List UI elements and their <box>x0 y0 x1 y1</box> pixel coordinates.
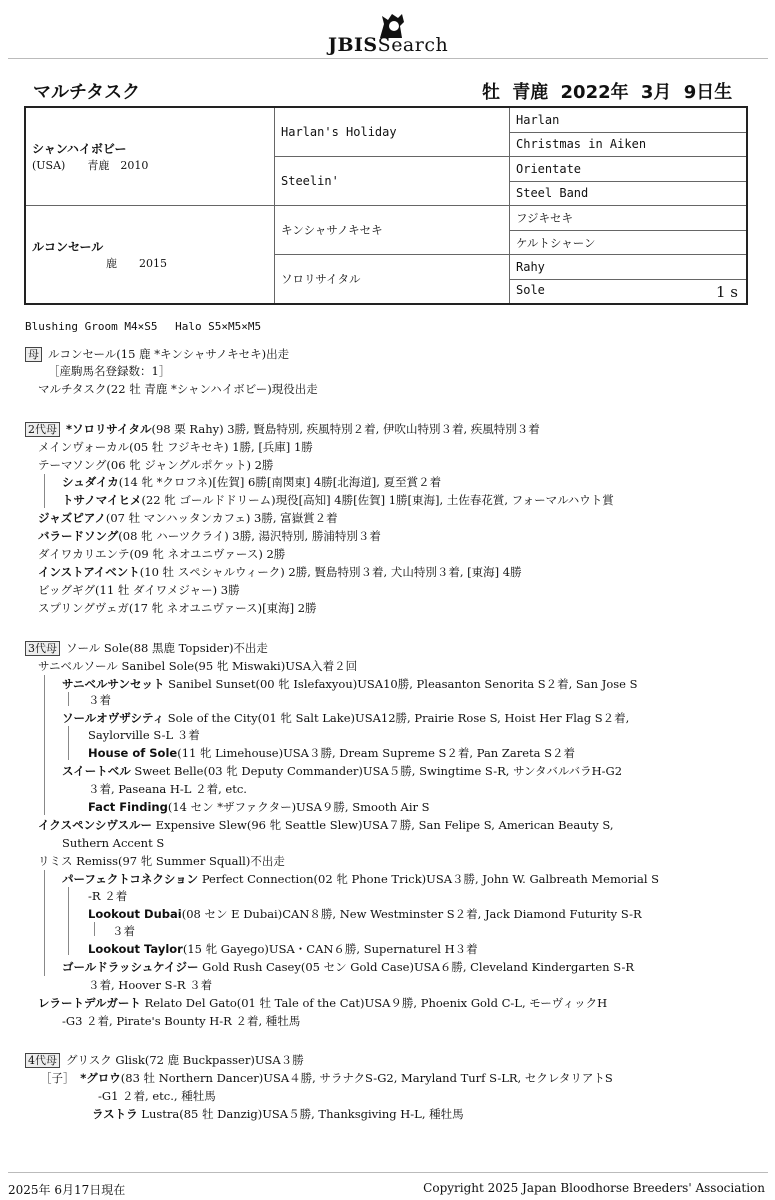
inbreeding-line: Blushing Groom M4×S5 Halo S5×M5×M5 <box>25 320 262 333</box>
gen4-tag: 4代母 <box>25 1053 60 1068</box>
gen3-gc-j[interactable]: ゴールドラッシュケイジー Gold Rush Casey(05 セン Gold Case)USA６勝, Cleveland Kindergarten S-R <box>62 960 635 974</box>
tree-line <box>68 887 69 955</box>
footer-date: 2025年 6月17日現在 <box>8 1183 126 1197</box>
gen4-head: 4代母 グリスク Glisk(72 鹿 Buckpasser)USA３勝 <box>25 1052 304 1068</box>
dam-detail: 鹿 2015 <box>106 256 167 270</box>
gen3-child-k-cont: -G3 ２着, Pirate's Bounty H-R ２着, 種牡馬 <box>62 1014 301 1028</box>
tree-line <box>68 726 69 760</box>
ddd: Sole <box>516 282 545 297</box>
sire-detail: (USA) 青鹿 2010 <box>32 158 149 172</box>
gen3-ggc-h-cont: ３着 <box>112 924 135 938</box>
gen3-child-f[interactable]: イクスペンシヴスルー Expensive Slew(96 牝 Seattle Slew)USA７勝, San Felipe S, American Beauty S, <box>38 818 614 832</box>
tree-line <box>44 870 45 976</box>
gen3-child-f-cont: Suthern Accent S <box>62 836 165 850</box>
gen3-head: 3代母 ソール Sole(88 黒鹿 Topsider)不出走 <box>25 640 268 656</box>
dam-dam[interactable]: ソロリサイタル <box>275 255 510 304</box>
gen3-child-k[interactable]: レラートデルガート Relato Del Gato(01 牡 Tale of the Cat)USA９勝, Phoenix Gold C-L, モーヴィックH <box>38 996 608 1010</box>
tree-line <box>44 675 45 815</box>
gen3-ggc-e[interactable]: Fact Finding(14 セン *ザファクター)USA９勝, Smooth Air S <box>88 800 430 814</box>
logo-wordmark: JBISSearch <box>328 34 449 56</box>
sire-sire[interactable]: Harlan's Holiday <box>275 107 510 156</box>
ssd[interactable]: Christmas in Aiken <box>510 132 748 156</box>
ddd-cell[interactable] <box>510 280 748 304</box>
gen3-gc-b-cont: Saylorville S-L ３着 <box>88 728 200 742</box>
gen4-child-a-cont: -G1 ２着, etc., 種牡馬 <box>98 1089 216 1103</box>
gen1-tag: 母 <box>25 347 42 362</box>
gen3-tag: 3代母 <box>25 641 60 656</box>
gen1-registered: ［産駒馬名登録数：1］ <box>48 364 171 378</box>
gen3-gc-d[interactable]: スイートベル Sweet Belle(03 牝 Deputy Commander)USA５勝, Swingtime S-R, サンタバルバラH-G2 <box>62 764 623 778</box>
gen1-head: 母 ルコンセール(15 鹿 *キンシャサノキセキ)出走 <box>25 346 289 362</box>
tree-line <box>94 922 95 936</box>
dsd[interactable]: ケルトシャーン <box>510 231 748 255</box>
tree-line <box>44 474 45 508</box>
horse-name: マルチタスク <box>33 82 141 103</box>
gen3-gc-a[interactable]: サニベルサンセット Sanibel Sunset(00 牝 Islefaxyou)USA10勝, Pleasanton Senorita S２着, San Jose S <box>62 677 638 691</box>
gen2-grandchild-0[interactable]: シュダイカ(14 牝 *クロフネ)[佐賀] 6勝[南関東] 4勝[北海道], 夏至賞２着 <box>62 475 442 489</box>
gen3-gc-a-cont: ３着 <box>88 693 111 707</box>
gen3-gc-d-cont: ３着, Paseana H-L ２着, etc. <box>88 782 247 796</box>
gen3-ggc-h[interactable]: Lookout Dubai(08 セン E Dubai)CAN８勝, New Westminster S２着, Jack Diamond Futurity S-R <box>88 907 642 921</box>
jbis-logo[interactable] <box>0 6 775 54</box>
gen2-child-2[interactable]: ジャズピアノ(07 牡 マンハッタンカフェ) 3勝, 富嶽賞２着 <box>38 511 338 525</box>
gen3-child-0[interactable]: サニベルソール Sanibel Sole(95 牝 Miswaki)USA入着２回 <box>38 659 358 673</box>
sire-name: シャンハイボビー <box>32 141 127 156</box>
gen1-child[interactable]: マルチタスク(22 牡 青鹿 *シャンハイボビー)現役出走 <box>38 382 318 396</box>
footer-divider <box>8 1172 768 1173</box>
footer-copyright: Copyright 2025 Japan Bloodhorse Breeders' Association <box>423 1181 765 1195</box>
sdd[interactable]: Steel Band <box>510 181 748 205</box>
gen2-child-0[interactable]: メインヴォーカル(05 牡 フジキセキ) 1勝, [兵庫] 1勝 <box>38 440 313 454</box>
gen2-grandchild-1[interactable]: トサノマイヒメ(22 牝 ゴールドドリーム)現役[高知] 4勝[佐賀] 1勝[東海], 土佐春花賞, フォーマルハウト賞 <box>62 493 614 507</box>
gen2-child-5[interactable]: インストアイベント(10 牡 スペシャルウィーク) 2勝, 賢島特別３着, 犬山特別３着, [東海] 4勝 <box>38 565 522 579</box>
gen2-tag: 2代母 <box>25 422 60 437</box>
dam-name: ルコンセール <box>32 239 104 254</box>
gen2-child-4[interactable]: ダイワカリエンテ(09 牝 ネオユニヴァース) 2勝 <box>38 547 286 561</box>
sss[interactable]: Harlan <box>510 107 748 132</box>
gen3-child-2[interactable]: リミス Remiss(97 牝 Summer Squall)不出走 <box>38 854 285 868</box>
sds[interactable]: Orientate <box>510 156 748 181</box>
gen3-ggc-i[interactable]: Lookout Taylor(15 牝 Gayego)USA・CAN６勝, Supernaturel H３着 <box>88 942 478 956</box>
pedigree-table <box>24 106 748 305</box>
gen2-child-6[interactable]: ビッグギグ(11 牡 ダイワメジャー) 3勝 <box>38 583 240 597</box>
gen3-gc-g-cont: -R ２着 <box>88 889 128 903</box>
gen2-child-1[interactable]: テーマソング(06 牝 ジャングルポケット) 2勝 <box>38 458 274 472</box>
gen2-child-3[interactable]: バラードソング(08 牝 ハーツクライ) 3勝, 湯沢特別, 勝浦特別３着 <box>38 529 381 543</box>
ddd-tag: 1 s <box>715 282 738 301</box>
gen4-child-b[interactable]: ラストラ Lustra(85 牡 Danzig)USA５勝, Thanksgiving H-L, 種牡馬 <box>92 1107 464 1121</box>
sire-dam[interactable]: Steelin' <box>275 156 510 205</box>
gen2-child-7[interactable]: スプリングヴェガ(17 牝 ネオユニヴァース)[東海] 2勝 <box>38 601 317 615</box>
dam-sire[interactable]: キンシャサノキセキ <box>275 205 510 254</box>
dam-cell[interactable] <box>25 205 275 304</box>
horse-info: 牡 青鹿 2022年 3月 9日生 <box>482 82 733 103</box>
gen2-head: 2代母 *ソロリサイタル(98 栗 Rahy) 3勝, 賢島特別, 疾風特別２着, 伊吹山特別３着, 疾風特別３着 <box>25 421 540 437</box>
dss[interactable]: フジキセキ <box>510 205 748 230</box>
sire-cell[interactable] <box>25 107 275 205</box>
gen3-gc-g[interactable]: パーフェクトコネクション Perfect Connection(02 牝 Phone Trick)USA３勝, John W. Galbreath Memorial S <box>62 872 660 886</box>
gen3-gc-b[interactable]: ソールオヴザシティ Sole of the City(01 牝 Salt Lake)USA12勝, Prairie Rose S, Hoist Her Flag S２着, <box>62 711 630 725</box>
gen3-gc-j-cont: ３着, Hoover S-R ３着 <box>88 978 213 992</box>
gen4-child-a[interactable]: ［子］ *グロウ(83 牡 Northern Dancer)USA４勝, サラナクS-G2, Maryland Turf S-LR, セクレタリアトS <box>40 1071 613 1085</box>
header-divider <box>8 58 768 59</box>
gen3-ggc-c[interactable]: House of Sole(11 牝 Limehouse)USA３勝, Dream Supreme S２着, Pan Zareta S２着 <box>88 746 576 760</box>
dds[interactable]: Rahy <box>510 255 748 280</box>
tree-line <box>68 692 69 706</box>
